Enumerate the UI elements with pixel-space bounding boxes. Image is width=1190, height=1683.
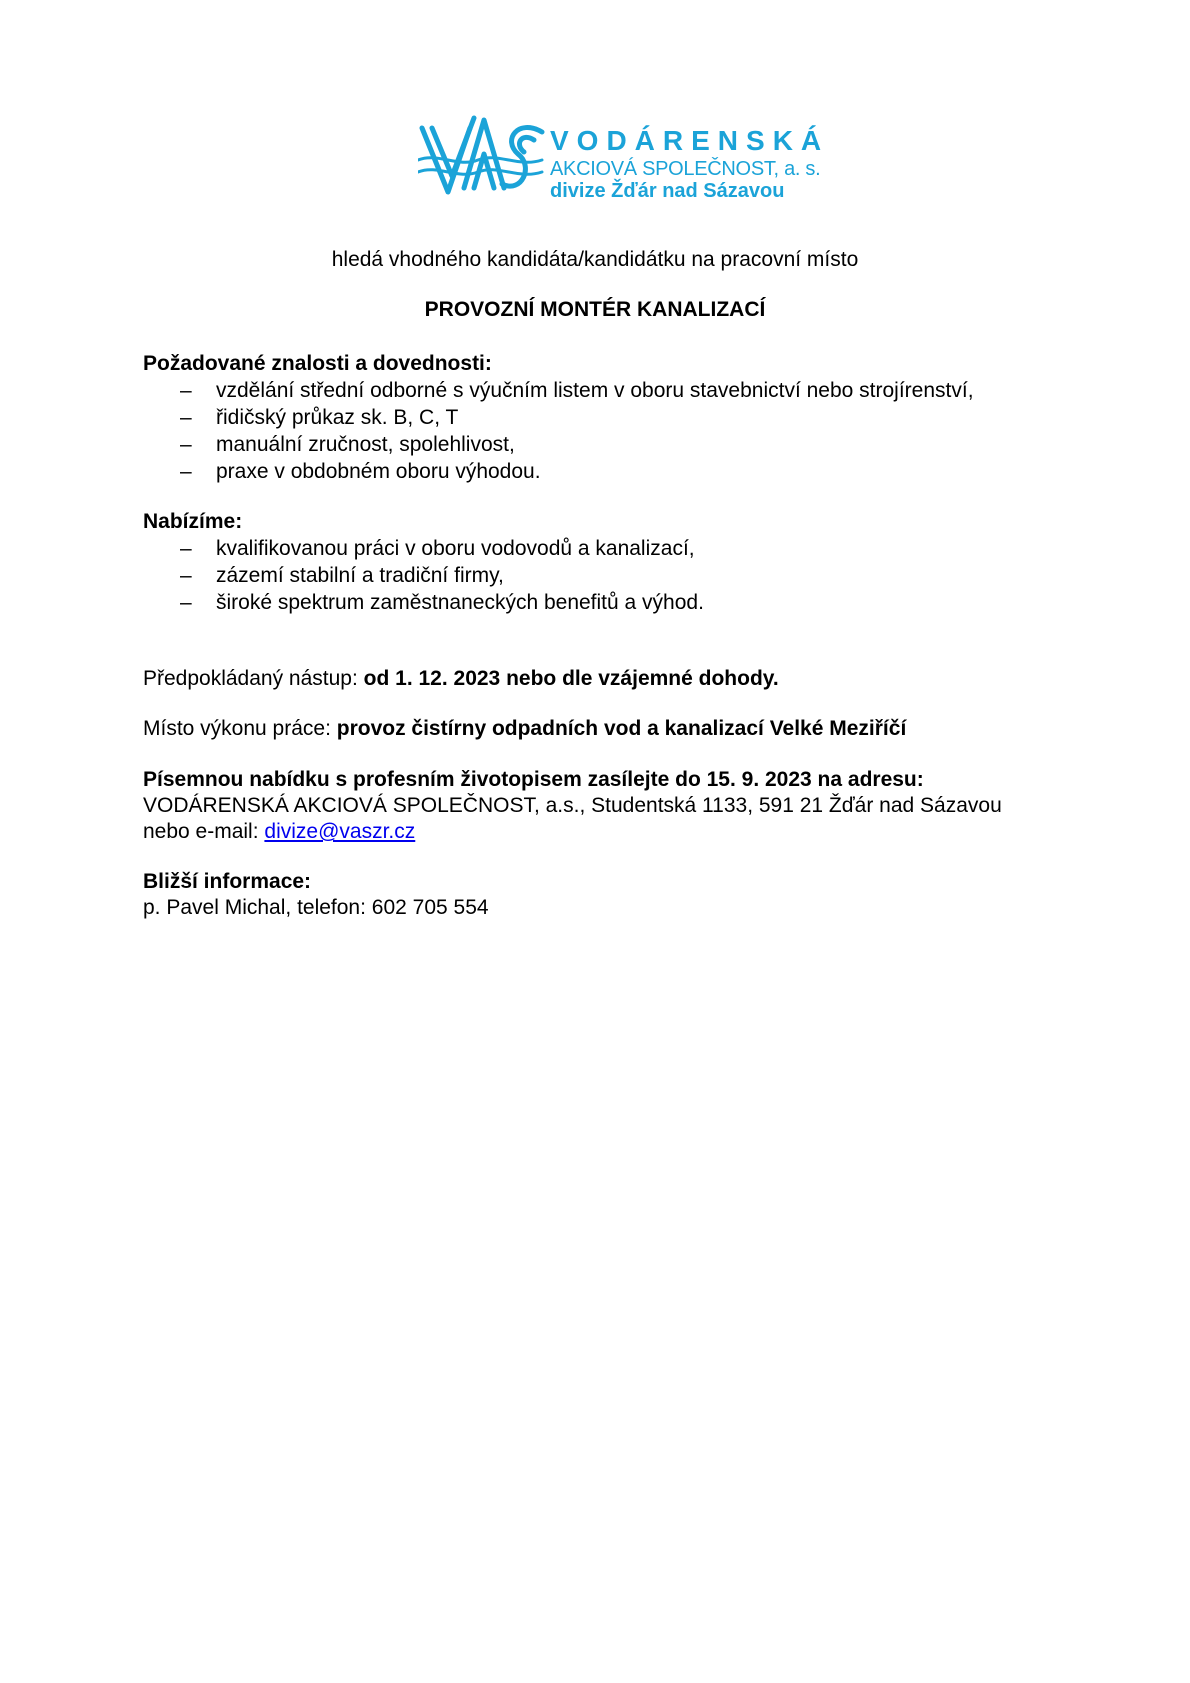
list-item: – praxe v obdobném oboru výhodou.	[180, 460, 541, 483]
start-date	[143, 665, 779, 692]
dash-icon: –	[180, 564, 192, 587]
offer-heading: Nabízíme:	[143, 510, 243, 533]
contact-heading: Bližší informace:	[143, 870, 312, 893]
logo-division: divize Žďár nad Sázavou	[550, 180, 785, 202]
email-link[interactable]: divize@vaszr.cz	[264, 820, 416, 843]
dash-icon: –	[180, 433, 192, 456]
application-heading: Písemnou nabídku s profesním životopisem zasílejte do 15. 9. 2023 na adresu:	[143, 768, 924, 791]
work-place-value: provoz čistírny odpadních vod a kanalizací Velké Meziříčí	[336, 717, 907, 740]
vas-logo-mark-icon	[418, 110, 548, 200]
list-item: – vzdělání střední odborné s výučním listem v oboru stavebnictví nebo strojírenství,	[180, 379, 974, 402]
start-date-value: od 1. 12. 2023 nebo dle vzájemné dohody.	[363, 667, 779, 690]
logo-brand-text: VODÁRENSKÁ	[550, 125, 830, 156]
offer-list	[180, 535, 704, 616]
position-title: PROVOZNÍ MONTÉR KANALIZACÍ	[424, 298, 766, 321]
contact-text: p. Pavel Michal, telefon: 602 705 554	[143, 896, 489, 919]
dash-icon: –	[180, 591, 192, 614]
requirements-list	[180, 377, 974, 485]
dash-icon: –	[180, 537, 192, 560]
requirements-heading: Požadované znalosti a dovednosti:	[143, 352, 492, 375]
start-date-label: Předpokládaný nástup:	[143, 667, 364, 690]
list-item: – manuální zručnost, spolehlivost,	[180, 433, 515, 456]
dash-icon: –	[180, 379, 192, 402]
work-place-label: Místo výkonu práce:	[143, 717, 337, 740]
application-email	[143, 818, 415, 845]
intro-text: hledá vhodného kandidáta/kandidátku na pracovní místo	[331, 248, 859, 271]
company-logo	[418, 110, 830, 202]
application-address: VODÁRENSKÁ AKCIOVÁ SPOLEČNOST, a.s., Studentská 1133, 591 21 Žďár nad Sázavou	[143, 794, 1002, 817]
list-item: – široké spektrum zaměstnaneckých benefitů a výhod.	[180, 591, 704, 614]
dash-icon: –	[180, 406, 192, 429]
logo-subtitle: AKCIOVÁ SPOLEČNOST, a. s.	[550, 158, 821, 180]
work-place	[143, 715, 906, 742]
list-item: – řidičský průkaz sk. B, C, T	[180, 406, 459, 429]
list-item: – zázemí stabilní a tradiční firmy,	[180, 564, 504, 587]
list-item: – kvalifikovanou práci v oboru vodovodů a kanalizací,	[180, 537, 695, 560]
dash-icon: –	[180, 460, 192, 483]
email-label: nebo e-mail:	[143, 820, 265, 843]
